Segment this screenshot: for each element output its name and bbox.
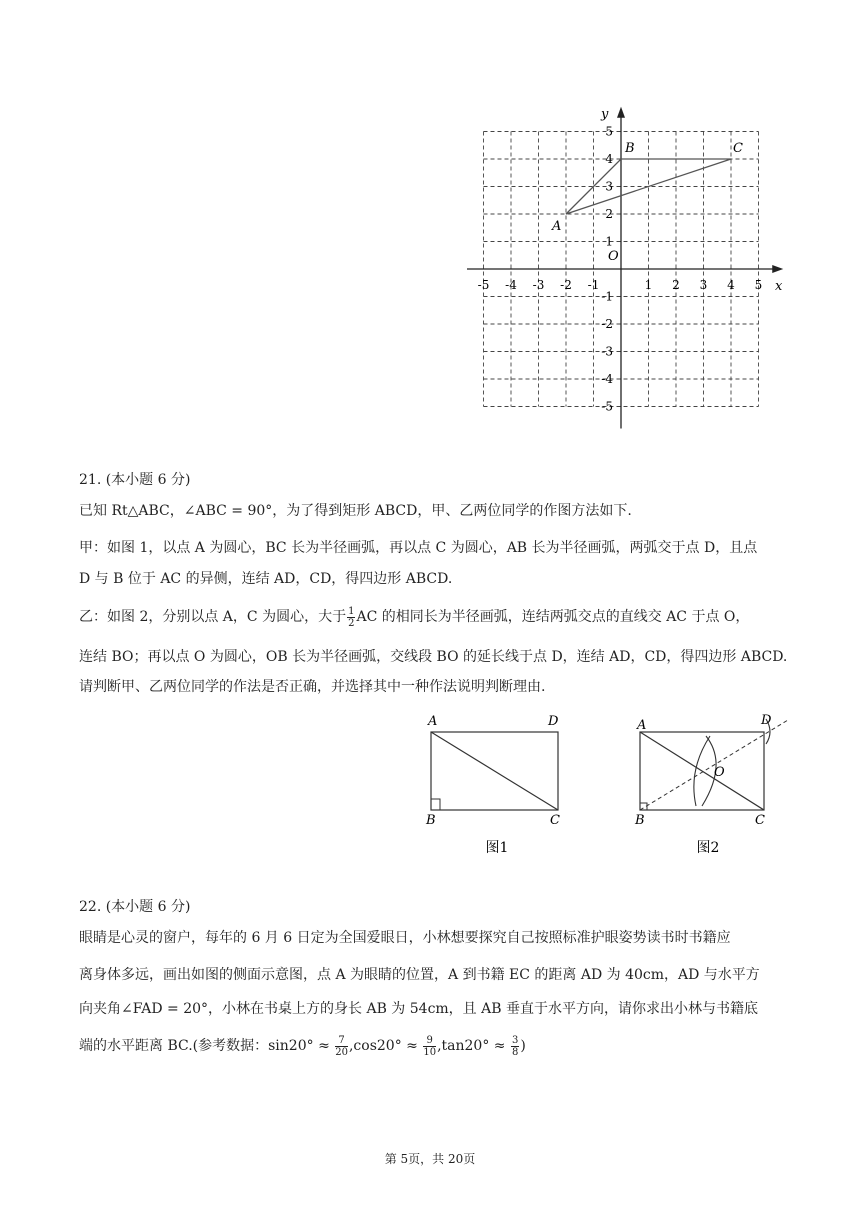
x-tick-label: -2 xyxy=(560,278,572,292)
x-tick-label: 3 xyxy=(699,278,708,292)
origin-label: O xyxy=(608,249,619,264)
y-tick-label: 3 xyxy=(605,179,613,194)
y-tick-label: -2 xyxy=(601,317,613,331)
point-label-a: A xyxy=(552,219,562,234)
y-tick-label: -4 xyxy=(601,372,613,386)
fig2-caption: 图2 xyxy=(696,840,720,856)
fraction-tan xyxy=(511,1035,519,1058)
figure-2-construction xyxy=(628,706,798,856)
y-tick-label: 4 xyxy=(605,152,613,166)
y-axis-arrow xyxy=(617,107,625,118)
fraction-numerator: 3 xyxy=(511,1034,519,1046)
fig1-label-d: D xyxy=(548,714,559,729)
y-axis-label: y xyxy=(601,106,609,122)
y-tick-label: 1 xyxy=(605,234,613,249)
fig1-label-a: A xyxy=(428,714,438,729)
fig2-label-o: O xyxy=(714,765,725,780)
x-tick-label: -4 xyxy=(505,278,517,292)
x-tick-label: 5 xyxy=(754,278,763,292)
y-tick-label: 5 xyxy=(605,124,613,139)
page-footer: 第 5页，共 20页 xyxy=(384,1152,476,1166)
x-tick-label: -3 xyxy=(532,278,545,292)
x-tick-label: 2 xyxy=(672,278,680,292)
q22-line4-a: 端的水平距离 BC.(参考数据：sin20° ≈ xyxy=(79,1038,335,1054)
fraction-numerator: 7 xyxy=(335,1035,348,1047)
q22-line4-c: ,tan20° ≈ xyxy=(437,1038,510,1054)
fraction-numerator: 9 xyxy=(423,1035,436,1047)
q22-line4 xyxy=(79,1031,799,1061)
fig2-label-a: A xyxy=(637,718,647,733)
q21-line3: D 与 B 位于 AC 的异侧，连结 AD，CD，得四边形 ABCD. xyxy=(79,571,453,587)
fraction-denominator: 20 xyxy=(335,1046,348,1058)
y-tick-label: -3 xyxy=(601,344,613,359)
q22-line3: 向夹角∠FAD = 20°，小林在书桌上方的身长 AB 为 54cm，且 AB 垂直于水平方向，请你求出小林与书籍底 xyxy=(79,1001,758,1017)
q21-line4 xyxy=(79,602,799,632)
q21-line1: 已知 Rt△ABC，∠ABC = 90°，为了得到矩形 ABCD，甲、乙两位同学的作图方法如下. xyxy=(79,503,632,519)
fraction-denominator: 10 xyxy=(423,1046,437,1058)
y-tick-label: 2 xyxy=(605,207,613,221)
fig2-label-d: D xyxy=(761,713,772,728)
x-tick-label: 1 xyxy=(644,278,653,292)
fraction-cos xyxy=(423,1035,436,1058)
q21-line6: 请判断甲、乙两位同学的作法是否正确，并选择其中一种作法说明判断理由. xyxy=(79,679,546,695)
q21-line2: 甲：如图 1，以点 A 为圆心，BC 长为半径画弧，再以点 C 为圆心，AB 长为半径画弧，两弧交于点 D，且点 xyxy=(79,540,758,556)
y-tick-label: -1 xyxy=(601,289,613,304)
fig2-label-b: B xyxy=(635,813,645,828)
coordinate-grid-figure xyxy=(440,98,790,438)
q22-line4-b: ,cos20° ≈ xyxy=(348,1038,423,1054)
q22-heading: 22. (本小题 6 分) xyxy=(79,899,191,915)
fig1-label-b: B xyxy=(426,813,436,828)
q21-heading: 21. (本小题 6 分) xyxy=(79,472,191,488)
fraction-one-half xyxy=(347,606,355,629)
q22-line1: 眼睛是心灵的窗户，每年的 6 月 6 日定为全国爱眼日，小林想要探究自己按照标准护眼姿势读书时书籍应 xyxy=(79,930,731,946)
fig2-label-c: C xyxy=(755,813,765,828)
fraction-numerator: 1 xyxy=(348,605,355,617)
q21-line4-a: 乙：如图 2，分别以点 A，C 为圆心，大于 xyxy=(79,609,347,625)
q21-line4-b: AC 的相同长为半径画弧，连结两弧交点的直线交 AC 于点 O， xyxy=(356,609,750,625)
point-label-c: C xyxy=(733,141,743,156)
x-tick-label: -1 xyxy=(587,278,600,292)
x-axis-label: x xyxy=(775,279,783,294)
fig1-caption: 图1 xyxy=(485,840,509,856)
figure-1-rectangle xyxy=(420,706,580,856)
x-axis-arrow xyxy=(772,265,783,273)
y-tick-label: -5 xyxy=(601,399,613,414)
triangle-abc xyxy=(551,141,743,234)
fraction-denominator: 2 xyxy=(348,617,355,629)
q22-line2: 离身体多远，画出如图的侧面示意图，点 A 为眼睛的位置，A 到书籍 EC 的距离 AD 为 40cm，AD 与水平方 xyxy=(79,967,760,983)
x-tick-label: -5 xyxy=(477,278,490,292)
q21-line5: 连结 BO；再以点 O 为圆心，OB 长为半径画弧，交线段 BO 的延长线于点 D，连结 AD，CD，得四边形 ABCD. xyxy=(79,649,788,665)
fraction-sin xyxy=(335,1035,348,1058)
fig1-label-c: C xyxy=(550,813,560,828)
x-tick-label: 4 xyxy=(727,278,735,292)
q22-line4-d: ) xyxy=(520,1038,526,1054)
point-label-b: B xyxy=(625,141,635,156)
fraction-denominator: 8 xyxy=(511,1046,519,1058)
